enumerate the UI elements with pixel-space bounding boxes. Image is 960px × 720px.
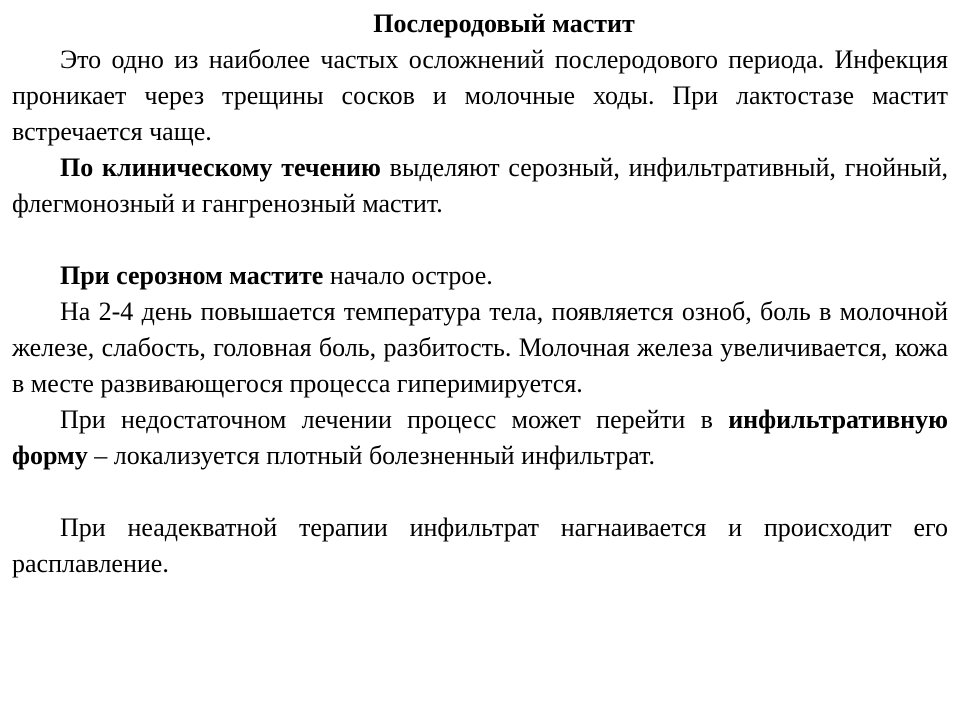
paragraph-infiltrative <box>12 402 948 474</box>
paragraph-intro: Это одно из наиболее частых осложнений послеродового периода. Инфекция проникает через трещины сосков и молочные ходы. При лактостазе мастит встречается чаще. <box>12 45 948 146</box>
classification-term: По клиническому течению <box>60 153 381 182</box>
slide-title: Послеродовый мастит <box>373 9 635 38</box>
infiltrative-text: – локализуется плотный болезненный инфильтрат. <box>87 441 655 470</box>
paragraph-serous <box>12 258 948 294</box>
paragraph-classification <box>12 150 948 222</box>
classification-text: выделяют серозный, инфильтративный, гнойный, флегмонозный и гангренозный мастит. <box>12 153 948 218</box>
infiltrative-term: инфильтративную форму <box>12 405 948 470</box>
serous-term: При серозном мастите <box>60 261 324 290</box>
spacer <box>12 222 948 258</box>
infiltrative-lead: При недостаточном лечении процесс может перейти в <box>60 405 729 434</box>
serous-text: начало острое. <box>323 261 493 290</box>
spacer <box>12 474 948 510</box>
paragraph-inadequate-therapy: При неадекватной терапии инфильтрат нагнаивается и происходит его расплавление. <box>12 513 948 578</box>
paragraph-symptoms: На 2-4 день повышается температура тела, появляется озноб, боль в молочной железе, слабость, головная боль, разбитость. Молочная железа увеличивается, кожа в месте развивающегося процесса гиперимируется. <box>12 297 948 398</box>
